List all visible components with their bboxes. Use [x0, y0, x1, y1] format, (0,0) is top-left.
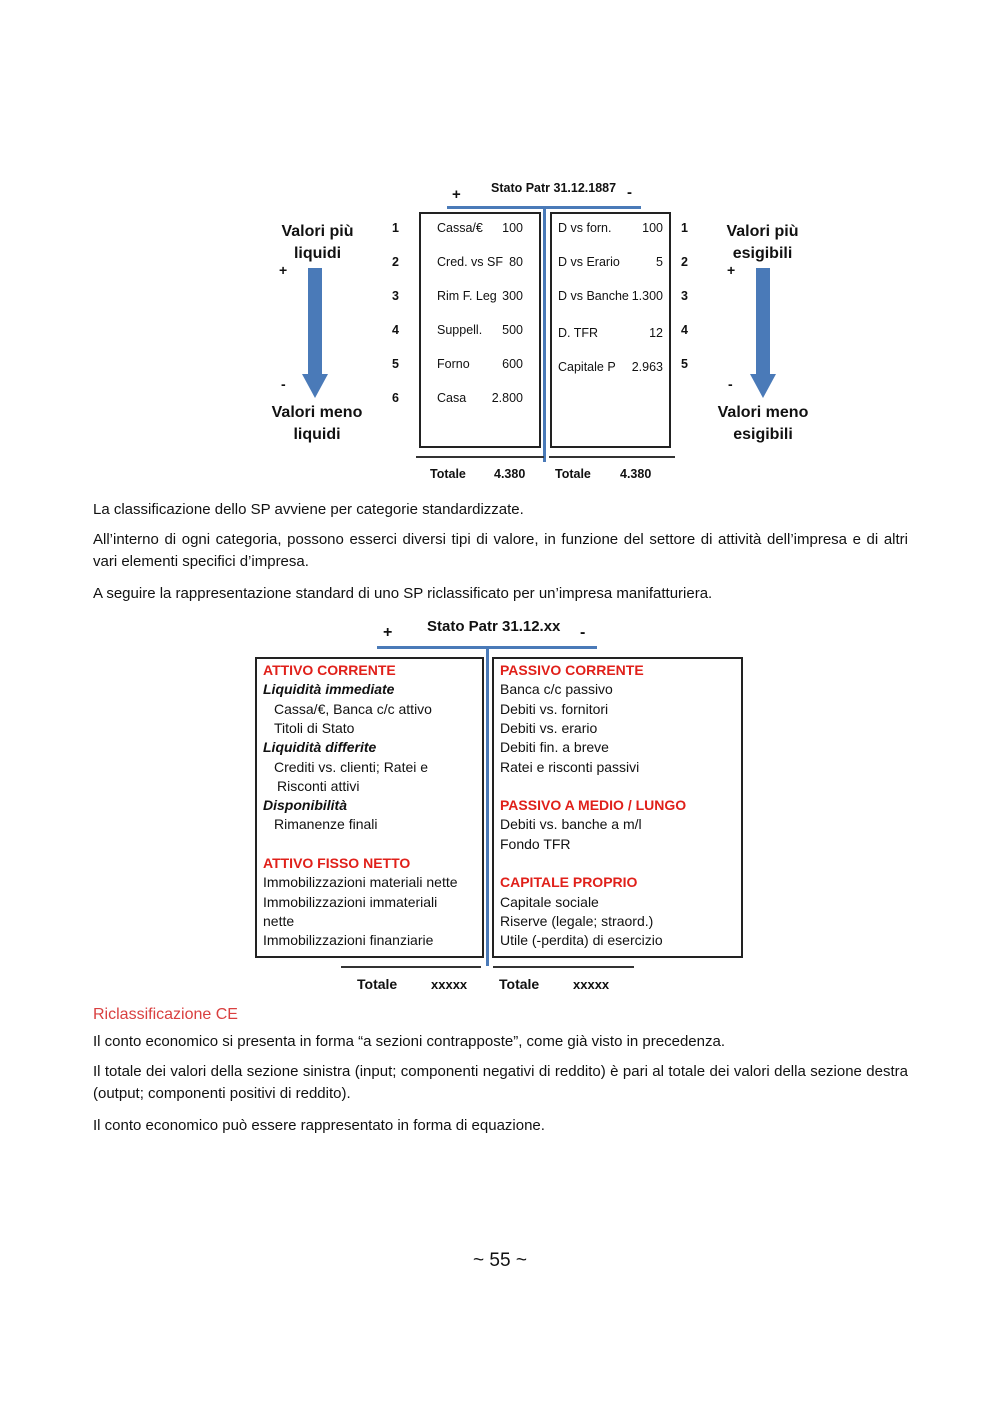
asset-value: 500 — [502, 323, 523, 337]
section-heading: Riclassificazione CE — [93, 1006, 238, 1023]
item: Immobilizzazioni finanziarie — [263, 932, 434, 949]
left-minus: - — [281, 376, 286, 392]
liability-label: D vs Erario — [558, 255, 620, 269]
row-number: 6 — [392, 391, 399, 405]
asset-value: 100 — [502, 221, 523, 235]
asset-value: 600 — [502, 357, 523, 371]
paragraph: All’interno di ogni categoria, possono esserci diversi tipi di valore, in funzione del settore di attività dell’impresa e di altri vari elementi specifici d’impresa. — [93, 531, 908, 570]
row-number: 4 — [681, 323, 688, 337]
right-bottom-label: Valori meno esigibili — [717, 404, 809, 443]
item: Ratei e risconti passivi — [500, 758, 640, 775]
asset-value: 80 — [509, 255, 523, 269]
item: Cassa/€, Banca c/c attivo — [274, 700, 432, 717]
minus-sign: - — [627, 184, 632, 201]
item: Immobilizzazioni materiali nette — [263, 874, 458, 891]
row-number: 2 — [681, 255, 688, 269]
total-right-value: xxxxx — [573, 977, 610, 992]
item: Banca c/c passivo — [500, 681, 613, 698]
section-title: PASSIVO CORRENTE — [500, 662, 644, 678]
item: Debiti vs. banche a m/l — [500, 816, 642, 833]
section-title: ATTIVO CORRENTE — [263, 662, 396, 678]
item: Utile (-perdita) di esercizio — [500, 932, 663, 949]
row-number: 2 — [392, 255, 399, 269]
liability-value: 12 — [649, 326, 663, 340]
left-plus: + — [279, 262, 288, 278]
paragraph: Il conto economico si presenta in forma “a sezioni contrapposte”, come già visto in precedenza. — [93, 1033, 725, 1050]
total-line — [493, 966, 634, 968]
liability-label: D vs Banche — [558, 289, 629, 303]
asset-label: Forno — [437, 357, 470, 371]
asset-label: Cred. vs SF — [437, 255, 503, 269]
liability-label: D. TFR — [558, 326, 599, 340]
total-right-label: Totale — [499, 976, 540, 992]
row-number: 3 — [392, 289, 399, 303]
item: Crediti vs. clienti; Ratei e — [274, 758, 429, 775]
t-account-vertical-line — [486, 646, 489, 966]
total-left-value: 4.380 — [494, 467, 526, 481]
total-line — [549, 456, 675, 458]
right-minus: - — [728, 376, 733, 392]
section-title: CAPITALE PROPRIO — [500, 874, 638, 891]
item: Risconti attivi — [277, 777, 360, 794]
right-plus: + — [727, 262, 736, 278]
diagram-title: Stato Patr 31.12.xx — [427, 618, 561, 635]
category-title: Disponibilità — [263, 797, 347, 814]
total-right-value: 4.380 — [620, 467, 652, 481]
liability-value: 2.963 — [631, 360, 663, 374]
asset-label: Rim F. Leg — [437, 289, 497, 303]
liability-value: 1.300 — [631, 289, 663, 303]
item: Immobilizzazioni immateriali — [263, 893, 438, 910]
down-arrow-icon — [300, 268, 330, 400]
section-title: PASSIVO A MEDIO / LUNGO — [500, 797, 687, 814]
plus-sign: + — [452, 186, 461, 203]
page-number: ~ 55 ~ — [473, 1250, 527, 1271]
item: Debiti vs. fornitori — [500, 700, 609, 717]
row-number: 3 — [681, 289, 688, 303]
row-number: 1 — [681, 221, 688, 235]
asset-label: Casa — [437, 391, 467, 405]
row-number: 5 — [392, 357, 399, 371]
total-left-value: xxxxx — [431, 977, 468, 992]
asset-value: 300 — [502, 289, 523, 303]
paragraph: La classificazione dello SP avviene per categorie standardizzate. — [93, 501, 524, 518]
row-number: 4 — [392, 323, 399, 337]
item: Debiti vs. erario — [500, 719, 598, 736]
down-arrow-icon — [748, 268, 778, 400]
asset-label: Cassa/€ — [437, 221, 483, 235]
item: Titoli di Stato — [274, 719, 355, 736]
total-line — [416, 456, 544, 458]
paragraph: A seguire la rappresentazione standard di uno SP riclassificato per un’impresa manifatturiera. — [93, 585, 713, 602]
asset-value: 2.800 — [491, 391, 523, 405]
item: Riserve (legale; straord.) — [500, 912, 654, 929]
total-left-label: Totale — [357, 976, 398, 992]
left-bottom-label: Valori meno liquidi — [271, 404, 363, 443]
item: Capitale sociale — [500, 893, 599, 910]
paragraph: Il totale dei valori della sezione sinistra (input; componenti negativi di reddito) è pari al totale dei valori della sezione destra (output; componenti positivi di reddito). — [93, 1063, 908, 1102]
item: Rimanenze finali — [274, 816, 378, 833]
liability-label: Capitale P — [558, 360, 616, 374]
total-line — [341, 966, 481, 968]
liability-label: D vs forn. — [558, 221, 612, 235]
minus-sign: - — [580, 624, 586, 641]
item: nette — [263, 912, 295, 929]
liability-value: 100 — [642, 221, 663, 235]
category-title: Liquidità immediate — [263, 681, 395, 698]
asset-label: Suppell. — [437, 323, 483, 337]
total-right-label: Totale — [555, 467, 591, 481]
item: Fondo TFR — [500, 835, 571, 852]
row-number: 1 — [392, 221, 399, 235]
right-top-label: Valori più esigibili — [726, 223, 799, 262]
diagram-title: Stato Patr 31.12.1887 — [491, 181, 617, 195]
left-top-label: Valori più liquidi — [281, 223, 354, 262]
t-account-vertical-line — [543, 206, 546, 462]
category-title: Liquidità differite — [263, 739, 377, 756]
plus-sign: + — [383, 624, 393, 641]
paragraph: Il conto economico può essere rappresentato in forma di equazione. — [93, 1117, 545, 1134]
row-number: 5 — [681, 357, 688, 371]
total-left-label: Totale — [430, 467, 466, 481]
section-title: ATTIVO FISSO NETTO — [263, 855, 411, 871]
liability-value: 5 — [656, 255, 663, 269]
item: Debiti fin. a breve — [500, 739, 609, 756]
